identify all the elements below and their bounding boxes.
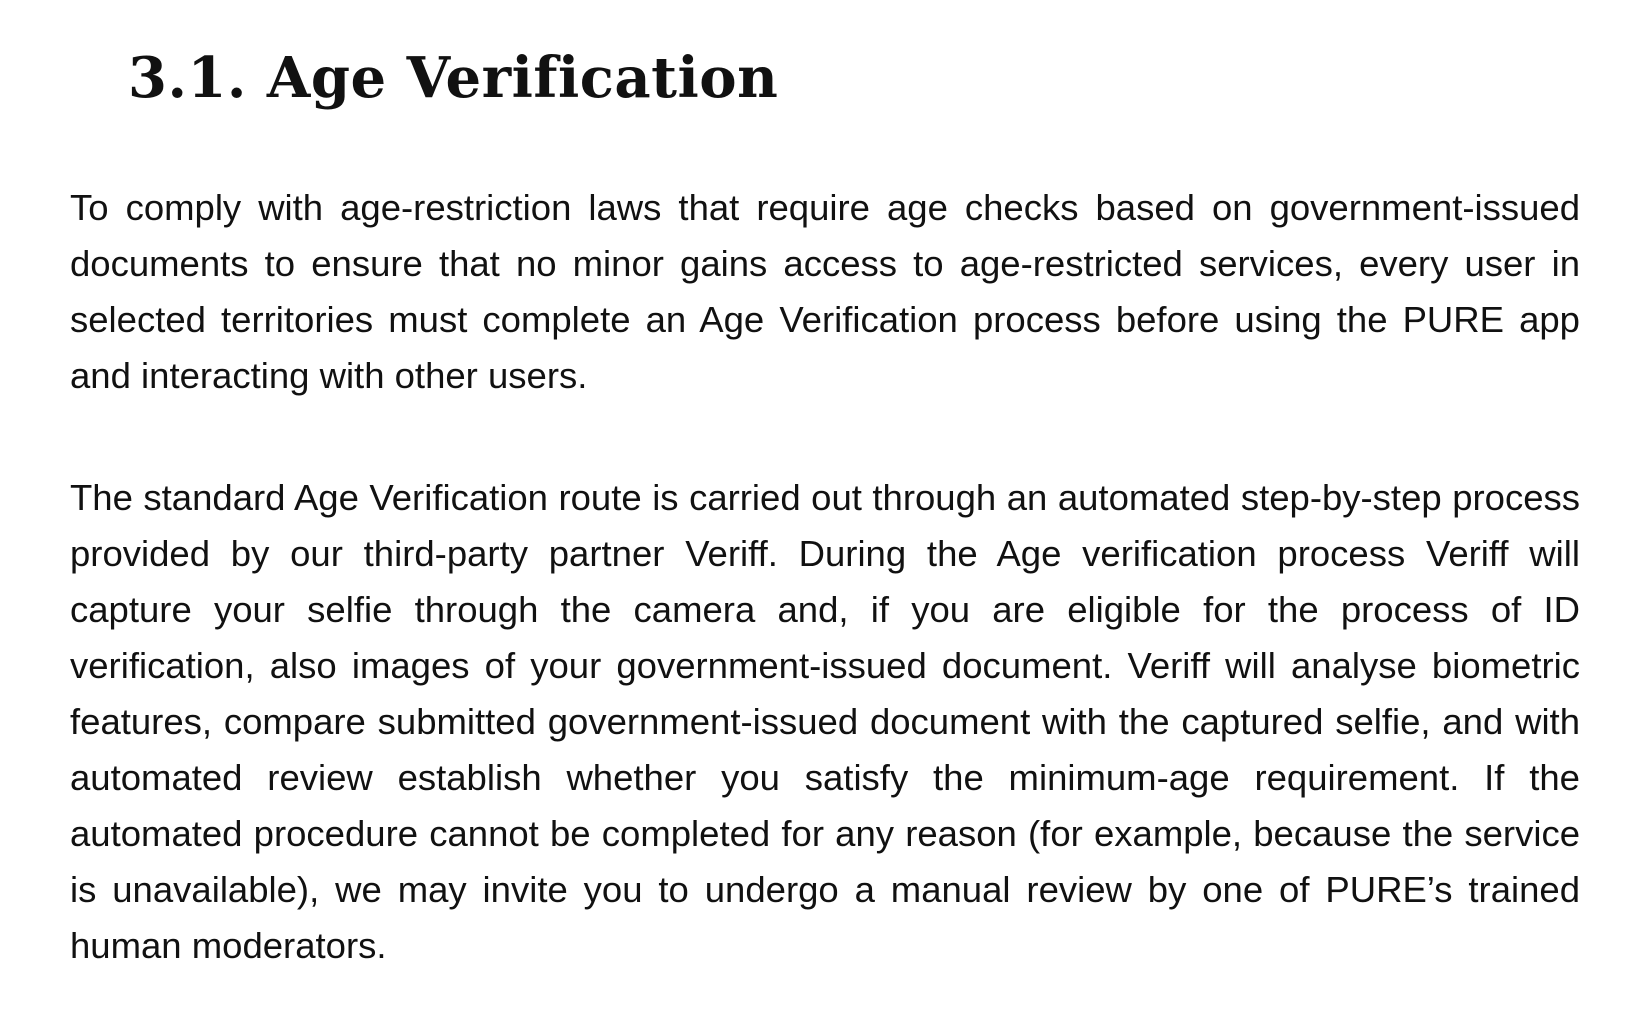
paragraph-age-restriction-intro: To comply with age-restriction laws that require age checks based on government-issued documents to ensure that no minor gains access to age-restricted services, every user in selected territories must complete an Age Verification process before using the PURE app and interacting with other users. xyxy=(70,187,1580,396)
paragraph-verification-route: The standard Age Verification route is carried out through an automated step-by-step process provided by our third-party partner Veriff. During the Age verification process Veriff will capture your selfie through the camera and, if you are eligible for the process of ID verification, also images of your government-issued document. Veriff will analyse biometric features, compare submitted government-issued document with the captured selfie, and with automated review establish whether you satisfy the minimum-age requirement. If the automated procedure cannot be completed for any reason (for example, because the service is unavailable), we may invite you to undergo a manual review by one of PURE’s trained human moderators. xyxy=(70,477,1580,966)
section-heading: 3.1. Age Verification xyxy=(128,45,779,111)
